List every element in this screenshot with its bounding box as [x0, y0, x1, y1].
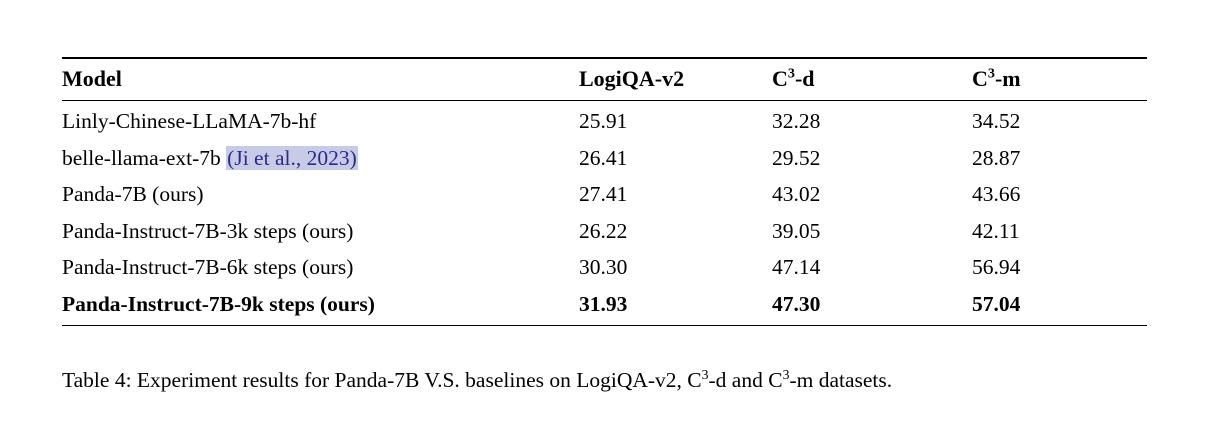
table-row [62, 177, 1147, 214]
cell-c3d: 47.14 [772, 255, 821, 279]
cell-c3d: 29.52 [772, 145, 821, 170]
caption-text-1: Experiment results for Panda-7B V.S. baselines on LogiQA-v2, C [131, 368, 702, 392]
cell-logiqa: 31.93 [579, 291, 628, 316]
cell-model: Linly-Chinese-LLaMA-7b-hf [62, 109, 317, 133]
caption-label: Table 4: [62, 368, 132, 392]
caption-sup-2: 3 [782, 366, 790, 382]
c3d-base: C [772, 66, 788, 91]
table-row [62, 140, 1147, 177]
cell-c3d: 47.30 [772, 291, 821, 316]
cell-model [62, 140, 579, 177]
cell-logiqa: 30.30 [579, 255, 628, 279]
table-header-row [62, 58, 1147, 101]
cell-logiqa: 25.91 [579, 109, 628, 133]
cell-model: Panda-Instruct-7B-3k steps (ours) [62, 218, 354, 243]
results-table [62, 57, 1147, 326]
table-row [62, 250, 1147, 287]
cell-c3m: 28.87 [972, 145, 1021, 170]
table-caption [62, 368, 1152, 394]
cell-c3m: 43.66 [972, 182, 1021, 206]
cell-c3d: 43.02 [772, 182, 821, 206]
cell-model: Panda-Instruct-7B-9k steps (ours) [62, 291, 375, 316]
cell-c3m: 34.52 [972, 109, 1021, 133]
cell-c3d: 39.05 [772, 218, 821, 243]
cell-c3d: 32.28 [772, 109, 821, 133]
column-header-model: Model [62, 58, 579, 101]
cell-c3m: 57.04 [972, 291, 1021, 316]
table-row [62, 101, 1147, 140]
c3d-superscript: 3 [787, 65, 795, 82]
cell-logiqa: 26.22 [579, 218, 628, 243]
caption-text-3: -m datasets. [789, 368, 893, 392]
c3d-tail: -d [794, 66, 815, 91]
caption-sup-1: 3 [701, 366, 709, 382]
cell-model: Panda-7B (ours) [62, 182, 204, 206]
cell-model: Panda-Instruct-7B-6k steps (ours) [62, 255, 354, 279]
bottom-rule [62, 326, 1147, 327]
column-header-logiqa: LogiQA-v2 [579, 58, 772, 101]
cell-logiqa: 26.41 [579, 145, 628, 170]
cell-c3m: 56.94 [972, 255, 1021, 279]
c3m-tail: -m [994, 66, 1021, 91]
column-header-c3m [972, 58, 1147, 101]
bottom-rule-line [62, 326, 1147, 327]
cell-logiqa: 27.41 [579, 182, 628, 206]
citation-link[interactable]: (Ji et al., 2023) [227, 145, 357, 170]
cell-model-text: belle-llama-ext-7b [62, 145, 227, 170]
c3m-superscript: 3 [987, 65, 995, 82]
column-header-c3d [772, 58, 972, 101]
table-row [62, 286, 1147, 326]
c3m-base: C [972, 66, 988, 91]
caption-text-2: -d and C [708, 368, 783, 392]
table-row [62, 213, 1147, 250]
cell-c3m: 42.11 [972, 218, 1020, 243]
results-table-container [62, 57, 1147, 326]
